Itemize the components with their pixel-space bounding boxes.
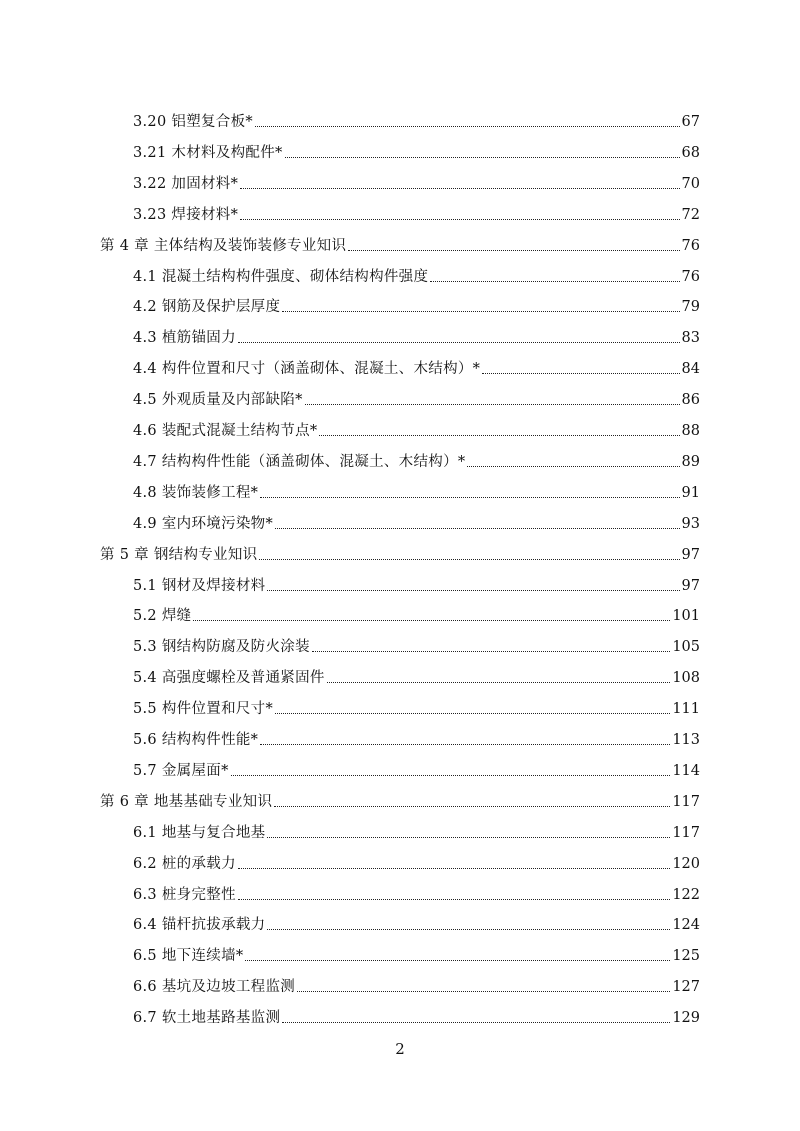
- toc-entry-label: 5.7 金属屋面*: [133, 762, 229, 779]
- toc-entry-page-number: 111: [672, 701, 700, 718]
- toc-dot-leader: [231, 775, 671, 776]
- toc-dot-leader: [482, 373, 679, 374]
- toc-entry-label: 3.22 加固材料*: [133, 175, 239, 192]
- toc-chapter-entry[interactable]: [100, 235, 700, 257]
- toc-dot-leader: [245, 960, 670, 961]
- toc-entry-page-number: 86: [681, 392, 700, 409]
- toc-entry-label: 4.9 室内环境污染物*: [133, 515, 274, 532]
- toc-section-entry[interactable]: [133, 266, 700, 288]
- toc-dot-leader: [238, 899, 670, 900]
- toc-section-entry[interactable]: [133, 389, 700, 411]
- toc-entry-page-number: 79: [681, 299, 700, 316]
- toc-section-entry[interactable]: [133, 976, 700, 998]
- toc-section-entry[interactable]: [133, 914, 700, 936]
- toc-section-entry[interactable]: [133, 420, 700, 442]
- toc-dot-leader: [305, 404, 680, 405]
- toc-entry-page-number: 83: [681, 330, 700, 347]
- toc-dot-leader: [267, 590, 679, 591]
- toc-dot-leader: [297, 991, 670, 992]
- toc-entry-label: 3.23 焊接材料*: [133, 206, 239, 223]
- toc-entry-page-number: 68: [681, 144, 700, 161]
- toc-entry-label: 4.4 构件位置和尺寸（涵盖砌体、混凝土、木结构）*: [133, 361, 481, 378]
- toc-section-entry[interactable]: [133, 482, 700, 504]
- toc-entry-label: 5.6 结构构件性能*: [133, 732, 259, 748]
- toc-entry-label: 4.3 植筋锚固力: [133, 330, 236, 347]
- toc-entry-page-number: 125: [672, 948, 700, 965]
- toc-section-entry[interactable]: [133, 513, 700, 535]
- toc-entry-page-number: 70: [681, 175, 700, 192]
- toc-chapter-entry[interactable]: [100, 791, 700, 813]
- toc-entry-label: 第 4 章 主体结构及装饰装修专业知识: [100, 237, 347, 254]
- toc-entry-page-number: 117: [672, 793, 700, 810]
- toc-section-entry[interactable]: [133, 1007, 700, 1029]
- toc-dot-leader: [240, 188, 679, 189]
- toc-entry-page-number: 97: [681, 577, 700, 594]
- toc-section-entry[interactable]: [133, 327, 700, 349]
- toc-dot-leader: [238, 868, 670, 869]
- toc-section-entry[interactable]: [133, 884, 700, 906]
- toc-entry-label: 3.21 木材料及构配件*: [133, 144, 283, 161]
- toc-dot-leader: [260, 497, 679, 498]
- toc-section-entry[interactable]: [133, 111, 700, 133]
- toc-dot-leader: [259, 559, 679, 560]
- toc-section-entry[interactable]: [133, 636, 700, 658]
- toc-entry-label: 4.1 混凝土结构构件强度、砌体结构构件强度: [133, 268, 429, 285]
- toc-dot-leader: [238, 342, 680, 343]
- toc-entry-page-number: 113: [672, 732, 700, 748]
- toc-section-entry[interactable]: [133, 729, 700, 751]
- toc-section-entry[interactable]: [133, 853, 700, 875]
- toc-entry-page-number: 120: [672, 855, 700, 872]
- toc-dot-leader: [275, 713, 670, 714]
- toc-dot-leader: [285, 157, 680, 158]
- toc-dot-leader: [260, 744, 670, 745]
- toc-entry-label: 6.6 基坑及边坡工程监测: [133, 979, 296, 996]
- toc-entry-label: 6.7 软土地基路基监测: [133, 1010, 281, 1027]
- toc-entry-page-number: 117: [672, 824, 700, 841]
- toc-dot-leader: [240, 219, 679, 220]
- toc-entry-label: 5.1 钢材及焊接材料: [133, 577, 266, 594]
- toc-section-entry[interactable]: [133, 605, 700, 627]
- toc-entry-page-number: 93: [681, 515, 700, 532]
- toc-entry-page-number: 67: [681, 114, 700, 130]
- toc-entry-label: 3.20 铝塑复合板*: [133, 114, 253, 130]
- toc-entry-page-number: 89: [681, 453, 700, 470]
- toc-section-entry[interactable]: [133, 142, 700, 164]
- toc-entry-label: 第 6 章 地基基础专业知识: [100, 793, 273, 810]
- toc-dot-leader: [274, 806, 670, 807]
- toc-section-entry[interactable]: [133, 760, 700, 782]
- toc-section-entry[interactable]: [133, 451, 700, 473]
- toc-dot-leader: [193, 620, 670, 621]
- toc-entry-label: 4.8 装饰装修工程*: [133, 484, 259, 501]
- toc-section-entry[interactable]: [133, 667, 700, 689]
- toc-entry-label: 5.5 构件位置和尺寸*: [133, 701, 274, 718]
- toc-entry-label: 4.7 结构构件性能（涵盖砌体、混凝土、木结构）*: [133, 453, 466, 470]
- toc-entry-page-number: 88: [681, 423, 700, 439]
- toc-entry-page-number: 108: [672, 670, 700, 687]
- toc-entry-label: 第 5 章 钢结构专业知识: [100, 546, 258, 563]
- toc-entry-page-number: 114: [672, 762, 700, 779]
- toc-entry-page-number: 105: [672, 639, 700, 656]
- toc-section-entry[interactable]: [133, 296, 700, 318]
- toc-dot-leader: [467, 466, 679, 467]
- toc-dot-leader: [327, 682, 671, 683]
- toc-entry-page-number: 129: [672, 1010, 700, 1027]
- toc-dot-leader: [319, 435, 679, 436]
- toc-section-entry[interactable]: [133, 173, 700, 195]
- toc-entry-label: 5.4 高强度螺栓及普通紧固件: [133, 670, 325, 687]
- toc-entry-page-number: 84: [681, 361, 700, 378]
- toc-entry-label: 5.2 焊缝: [133, 608, 192, 625]
- toc-section-entry[interactable]: [133, 698, 700, 720]
- toc-entry-page-number: 122: [672, 886, 700, 903]
- toc-entry-label: 4.2 钢筋及保护层厚度: [133, 299, 281, 316]
- toc-section-entry[interactable]: [133, 575, 700, 597]
- toc-entry-label: 6.2 桩的承载力: [133, 855, 236, 872]
- toc-entry-page-number: 97: [681, 546, 700, 563]
- toc-entry-page-number: 101: [672, 608, 700, 625]
- toc-chapter-entry[interactable]: [100, 544, 700, 566]
- toc-dot-leader: [282, 1022, 670, 1023]
- toc-section-entry[interactable]: [133, 945, 700, 967]
- toc-entry-page-number: 76: [681, 237, 700, 254]
- toc-entry-page-number: 124: [672, 917, 700, 934]
- toc-entry-page-number: 72: [681, 206, 700, 223]
- toc-dot-leader: [255, 126, 680, 127]
- toc-dot-leader: [430, 281, 679, 282]
- toc-dot-leader: [282, 311, 679, 312]
- toc-entry-label: 6.5 地下连续墙*: [133, 948, 244, 965]
- toc-dot-leader: [267, 929, 670, 930]
- page-number: 2: [395, 1040, 405, 1058]
- toc-entry-label: 4.6 装配式混凝土结构节点*: [133, 423, 318, 439]
- toc-section-entry[interactable]: [133, 358, 700, 380]
- toc-entry-label: 6.1 地基与复合地基: [133, 824, 266, 841]
- toc-entry-label: 5.3 钢结构防腐及防火涂装: [133, 639, 310, 656]
- toc-section-entry[interactable]: [133, 204, 700, 226]
- toc-entry-label: 6.4 锚杆抗拔承载力: [133, 917, 266, 934]
- toc-entry-page-number: 76: [681, 268, 700, 285]
- toc-section-entry[interactable]: [133, 822, 700, 844]
- toc-dot-leader: [312, 651, 670, 652]
- toc-dot-leader: [275, 528, 680, 529]
- toc-dot-leader: [267, 837, 670, 838]
- toc-entry-label: 4.5 外观质量及内部缺陷*: [133, 392, 303, 409]
- toc-entry-page-number: 91: [681, 484, 700, 501]
- toc-entry-page-number: 127: [672, 979, 700, 996]
- toc-dot-leader: [348, 250, 679, 251]
- toc-entry-label: 6.3 桩身完整性: [133, 886, 236, 903]
